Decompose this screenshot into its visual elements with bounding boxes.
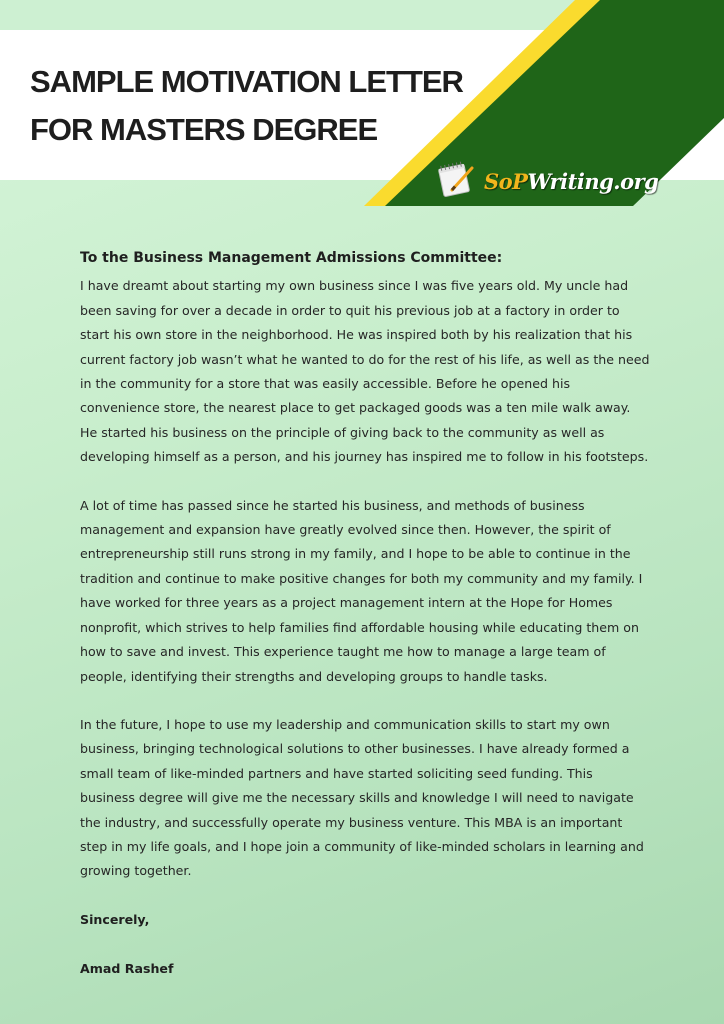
page-title (30, 58, 463, 154)
letter-signature: Amad Rashef (80, 961, 174, 977)
letter-salutation: To the Business Management Admissions Committee: (80, 250, 503, 266)
letter-closing: Sincerely, (80, 911, 150, 927)
title-line-2: FOR MASTERS DEGREE (30, 112, 378, 147)
notepad-pencil-icon (436, 160, 478, 202)
letter-paragraph-3: In the future, I hope to use my leadership and communication skills to start my own business, bringing technological solutions to other businesses. I have already formed a small team of like-minded partners and have started soliciting seed funding. This business degree will give me the necessary skills and knowledge I will need to navigate the industry, and successfully operate my business venture. This MBA is an important step in my life goals, and I hope join a community of like-minded scholars in learning and growing together. (80, 716, 644, 879)
title-line-1: SAMPLE MOTIVATION LETTER (30, 64, 463, 99)
letter-paragraph-1: I have dreamt about starting my own business since I was five years old. My uncle had been saving for over a decade in order to quit his previous job at a factory in order to start his own store in the neighborhood. He was inspired both by his realization that his current factory job wasn’t what he wanted to do for the rest of his life, as well as the need in the community for a store that was easily accessible. Before he opened his convenience store, the nearest place to get packaged goods was a ten mile walk away. He started his business on the principle of giving back to the community as well as developing himself as a person, and his journey has inspired me to follow in his footsteps. (80, 278, 650, 465)
logo-text (484, 169, 658, 194)
letter-paragraph-2: A lot of time has passed since he started his business, and methods of business management and expansion have greatly evolved since then. However, the spirit of entrepreneurship still runs strong in my family, and I hope to be able to continue in the tradition and continue to make positive changes for both my community and my family. I have worked for three years as a project management intern at the Hope for Homes nonprofit, which strives to help families find affordable housing while educating them on how to save and invest. This experience taught me how to manage a large team of people, identifying their strengths and developing groups to handle tasks. (80, 497, 643, 684)
logo-text-main: Writing.org (527, 168, 659, 194)
sopwriting-logo[interactable] (436, 160, 658, 202)
letter-body (80, 246, 650, 982)
logo-text-accent: SoP (484, 168, 528, 194)
